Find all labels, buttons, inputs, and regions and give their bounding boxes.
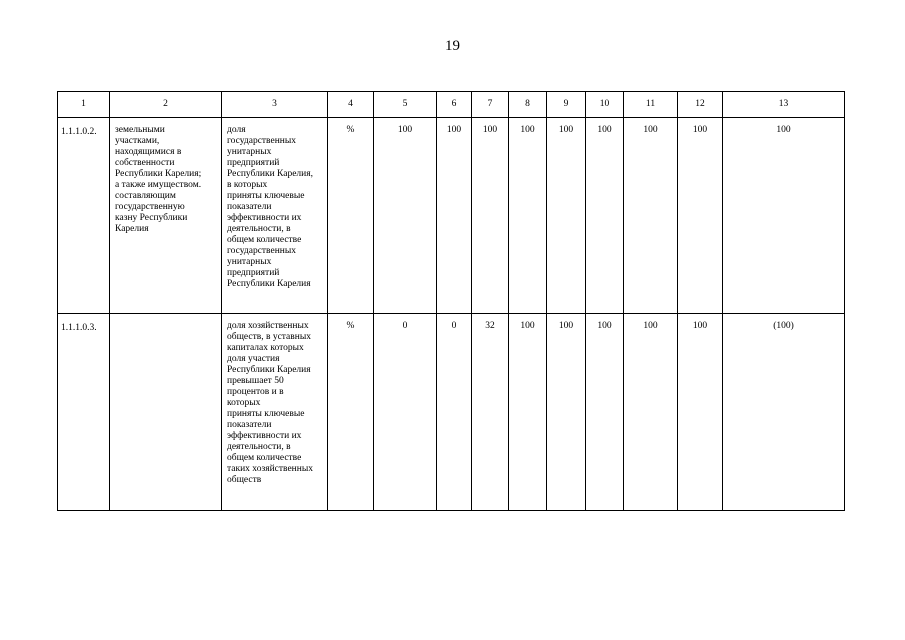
row-unit: % — [328, 118, 374, 314]
row-value: 100 — [586, 314, 624, 511]
row-value: 100 — [509, 314, 547, 511]
header-cell: 3 — [222, 92, 328, 118]
header-cell: 4 — [328, 92, 374, 118]
row-value: 100 — [723, 118, 845, 314]
table-row — [58, 314, 845, 511]
row-value: 100 — [678, 314, 723, 511]
header-cell: 6 — [437, 92, 472, 118]
header-cell: 11 — [624, 92, 678, 118]
header-cell: 5 — [374, 92, 437, 118]
row-code: 1.1.1.0.3. — [58, 314, 110, 511]
header-cell: 7 — [472, 92, 509, 118]
header-cell: 12 — [678, 92, 723, 118]
row-value: 0 — [374, 314, 437, 511]
row-value: 100 — [547, 118, 586, 314]
row-value: 100 — [624, 118, 678, 314]
row-value: 0 — [437, 314, 472, 511]
row-value: (100) — [723, 314, 845, 511]
row-object: земельными участками, находящимися в собственности Республики Карелия; а также имуществом. составляющим государственную казну Республики Карелия — [110, 118, 222, 314]
header-row — [58, 92, 845, 118]
row-value: 100 — [374, 118, 437, 314]
row-indicator: доля государственных унитарных предприятий Республики Карелия, в которых приняты ключевые показатели эффективности их деятельности, в общем количестве государственных унитарных предприятий Республики Карелия — [222, 118, 328, 314]
header-cell: 1 — [58, 92, 110, 118]
row-value: 100 — [678, 118, 723, 314]
row-code: 1.1.1.0.2. — [58, 118, 110, 314]
row-value: 100 — [437, 118, 472, 314]
header-cell: 2 — [110, 92, 222, 118]
table-row — [58, 118, 845, 314]
row-value: 100 — [509, 118, 547, 314]
header-cell: 8 — [509, 92, 547, 118]
row-value: 100 — [472, 118, 509, 314]
page-number: 19 — [445, 38, 460, 54]
header-cell: 10 — [586, 92, 624, 118]
row-value: 32 — [472, 314, 509, 511]
row-object — [110, 314, 222, 511]
header-cell: 13 — [723, 92, 845, 118]
row-value: 100 — [624, 314, 678, 511]
header-cell: 9 — [547, 92, 586, 118]
row-value: 100 — [547, 314, 586, 511]
row-indicator: доля хозяйственных обществ, в уставных капиталах которых доля участия Республики Карелия превышает 50 процентов и в которых приняты ключевые показатели эффективности их деятельности, в общем количестве таких хозяйственных обществ — [222, 314, 328, 511]
indicator-table — [57, 91, 845, 511]
row-unit: % — [328, 314, 374, 511]
row-value: 100 — [586, 118, 624, 314]
